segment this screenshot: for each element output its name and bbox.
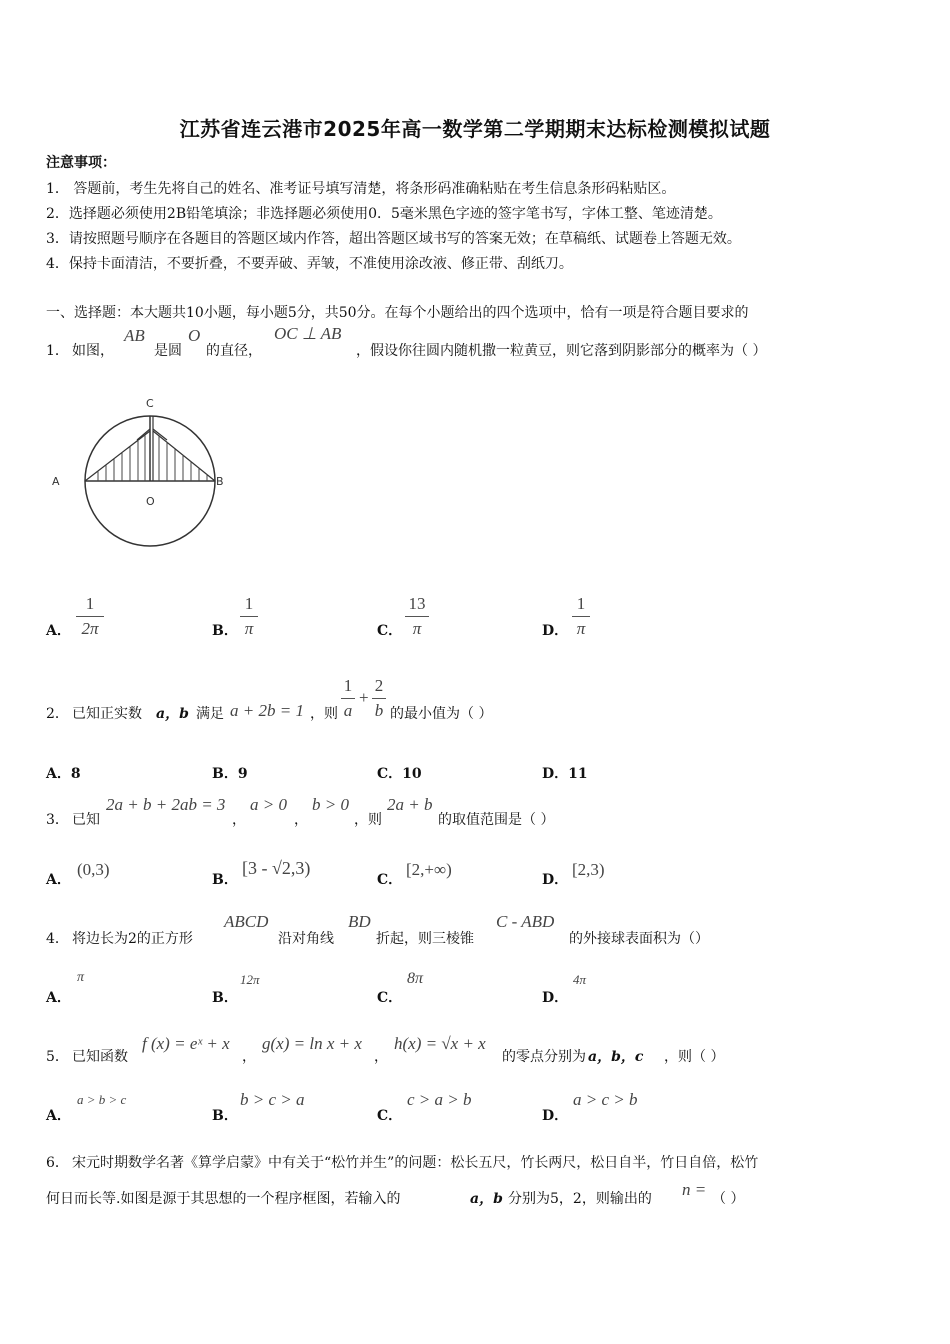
q5-math-g: g(x) = ln x + x (262, 1034, 362, 1053)
q5-math-h: h(x) = √x + x (394, 1034, 486, 1053)
chord-cb (153, 431, 215, 481)
label-o: O (146, 495, 155, 508)
q6-line-2a: 何日而长等.如图是源于其思想的一个程序框图，若输入的 (46, 1191, 401, 1207)
q6-number: 6． (46, 1155, 69, 1171)
q1-text-2: 是圆 (154, 343, 182, 359)
q6-line-1: 宋元时期数学名著《算学启蒙》中有关于“松竹并生”的问题：松长五尺，竹长两尺，松日自半，竹日自倍，松竹 (72, 1155, 759, 1171)
label-b: B (216, 475, 224, 488)
q1-option-a[interactable]: 1 2π (76, 594, 104, 639)
q4-math-c-abd: C - ABD (496, 912, 555, 931)
q2-option-a[interactable]: A．8 (46, 766, 81, 782)
notice-item-1: 1． 答题前，考生先将自己的姓名、准考证号填写清楚，将条形码准确粘贴在考生信息条形码粘贴区。 (46, 181, 676, 197)
q5-math-f: f (x) = eˣ + x (142, 1034, 230, 1053)
q1-math-o: O (188, 326, 201, 345)
q4-option-b-label[interactable]: B． (212, 990, 238, 1006)
label-a: A (52, 475, 60, 488)
q4-option-a[interactable]: π (77, 970, 85, 985)
notice-item-2: 2．选择题必须使用2B铅笔填涂；非选择题必须使用0．5毫米黑色字迹的签字笔书写，字体工整、笔迹清楚。 (46, 206, 722, 222)
q4-math-abcd: ABCD (224, 912, 269, 931)
q6-math-n: n = (682, 1180, 707, 1199)
page-title: 江苏省连云港市2025年高一数学第二学期期末达标检测模拟试题 (179, 117, 771, 141)
q3-option-c-label[interactable]: C． (377, 872, 403, 888)
q3-option-b-label[interactable]: B． (212, 872, 238, 888)
q2-number: 2． (46, 706, 69, 722)
q2-option-b[interactable]: B．9 (212, 766, 248, 782)
q3-option-a-label[interactable]: A． (46, 872, 71, 888)
q4-option-a-label[interactable]: A． (46, 990, 71, 1006)
notice-heading: 注意事项： (46, 155, 116, 171)
q2-option-c[interactable]: C．10 (377, 766, 422, 782)
q1-option-b[interactable]: 1 π (240, 594, 258, 639)
q4-option-c-label[interactable]: C． (377, 990, 403, 1006)
q5-option-c-label[interactable]: C． (377, 1108, 403, 1124)
q1-math-perp: OC ⊥ AB (274, 324, 342, 343)
q4-number: 4． (46, 931, 69, 947)
q6-line-2c: （ ） (712, 1191, 745, 1207)
q5-text-1: 已知函数 (72, 1049, 128, 1065)
q5-vars: a，b，c (588, 1049, 644, 1065)
q2-math-constraint: a + 2b = 1 (230, 701, 304, 720)
q2-text-3: ，则 (310, 706, 338, 722)
q3-comma-2: ， (294, 812, 308, 828)
q5-option-a-label[interactable]: A． (46, 1108, 71, 1124)
q3-number: 3． (46, 812, 69, 828)
q6-line-2b: 分别为5，2，则输出的 (508, 1191, 652, 1207)
chord-top-right (153, 429, 167, 440)
q3-option-c[interactable]: [2,+∞) (406, 860, 452, 879)
q5-option-a[interactable]: a > b > c (77, 1092, 127, 1107)
q2-vars: a，b (156, 706, 189, 722)
q1-math-ab: AB (124, 326, 145, 345)
q4-text-1: 将边长为2的正方形 (72, 931, 193, 947)
q3-math-4: 2a + b (387, 795, 433, 814)
q4-option-b[interactable]: 12π (240, 972, 260, 987)
q1-option-c[interactable]: 13 π (405, 594, 429, 639)
q4-text-4: 的外接球表面积为（） (569, 931, 709, 947)
q4-option-d[interactable]: 4π (573, 972, 587, 987)
q5-number: 5． (46, 1049, 69, 1065)
q5-option-d[interactable]: a > c > b (573, 1090, 638, 1109)
q5-text-3: ，则（ ） (664, 1049, 725, 1065)
q1-text-1: 如图， (72, 343, 114, 359)
q3-comma-1: ， (232, 812, 246, 828)
q3-math-2: a > 0 (250, 795, 287, 814)
q1-option-c-label[interactable]: C． (377, 623, 403, 639)
q3-option-a[interactable]: (0,3) (77, 860, 110, 879)
q2-text-4: 的最小值为（ ） (390, 706, 493, 722)
section-heading: 一、选择题：本大题共10小题，每小题5分，共50分。在每个小题给出的四个选项中，恰有一项是符合题目要求的 (46, 305, 749, 321)
q1-text-4: ，假设你往圆内随机撒一粒黄豆，则它落到阴影部分的概率为（ ） (356, 343, 767, 359)
q1-option-b-label[interactable]: B． (212, 623, 238, 639)
q3-option-d-label[interactable]: D． (542, 872, 569, 888)
q3-math-3: b > 0 (312, 795, 349, 814)
q6-vars: a，b (470, 1191, 503, 1207)
q3-text-1: 已知 (72, 812, 100, 828)
chord-top-left (137, 429, 150, 440)
q1-option-d[interactable]: 1 π (572, 594, 590, 639)
q2-option-d[interactable]: D．11 (542, 766, 588, 782)
q4-text-2: 沿对角线 (278, 931, 334, 947)
q5-text-2: 的零点分别为 (502, 1049, 586, 1065)
q4-text-3: 折起，则三棱锥 (376, 931, 474, 947)
q3-option-b[interactable]: [3 - √2,3) (242, 858, 311, 878)
q5-comma-2: ， (374, 1049, 388, 1065)
chord-ac (85, 431, 150, 481)
q3-text-2: ，则 (354, 812, 382, 828)
q3-text-3: 的取值范围是（ ） (438, 812, 555, 828)
q4-math-bd: BD (348, 912, 371, 931)
q2-text-2: 满足 (196, 706, 224, 722)
q5-option-b[interactable]: b > c > a (240, 1090, 305, 1109)
q3-option-d[interactable]: [2,3) (572, 860, 605, 879)
q2-plus: + (359, 688, 369, 707)
q5-comma-1: ， (242, 1049, 256, 1065)
q1-option-d-label[interactable]: D． (542, 623, 569, 639)
q2-frac-2: 2 b (372, 676, 386, 721)
q5-option-d-label[interactable]: D． (542, 1108, 569, 1124)
q5-option-b-label[interactable]: B． (212, 1108, 238, 1124)
label-c: C (146, 397, 154, 410)
q2-text-1: 已知正实数 (72, 706, 142, 722)
q4-option-c[interactable]: 8π (407, 970, 424, 987)
notice-item-4: 4．保持卡面清洁，不要折叠，不要弄破、弄皱，不准使用涂改液、修正带、刮纸刀。 (46, 256, 573, 272)
q1-option-a-label[interactable]: A． (46, 623, 71, 639)
q2-frac-1: 1 a (341, 676, 355, 721)
q1-number: 1． (46, 343, 69, 359)
notice-item-3: 3．请按照题号顺序在各题目的答题区域内作答，超出答题区域书写的答案无效；在草稿纸、试题卷上答题无效。 (46, 231, 741, 247)
q1-text-3: 的直径， (206, 343, 262, 359)
q4-option-d-label[interactable]: D． (542, 990, 569, 1006)
circle-figure (40, 385, 240, 575)
q5-option-c[interactable]: c > a > b (407, 1090, 472, 1109)
q3-math-1: 2a + b + 2ab = 3 (106, 795, 226, 814)
